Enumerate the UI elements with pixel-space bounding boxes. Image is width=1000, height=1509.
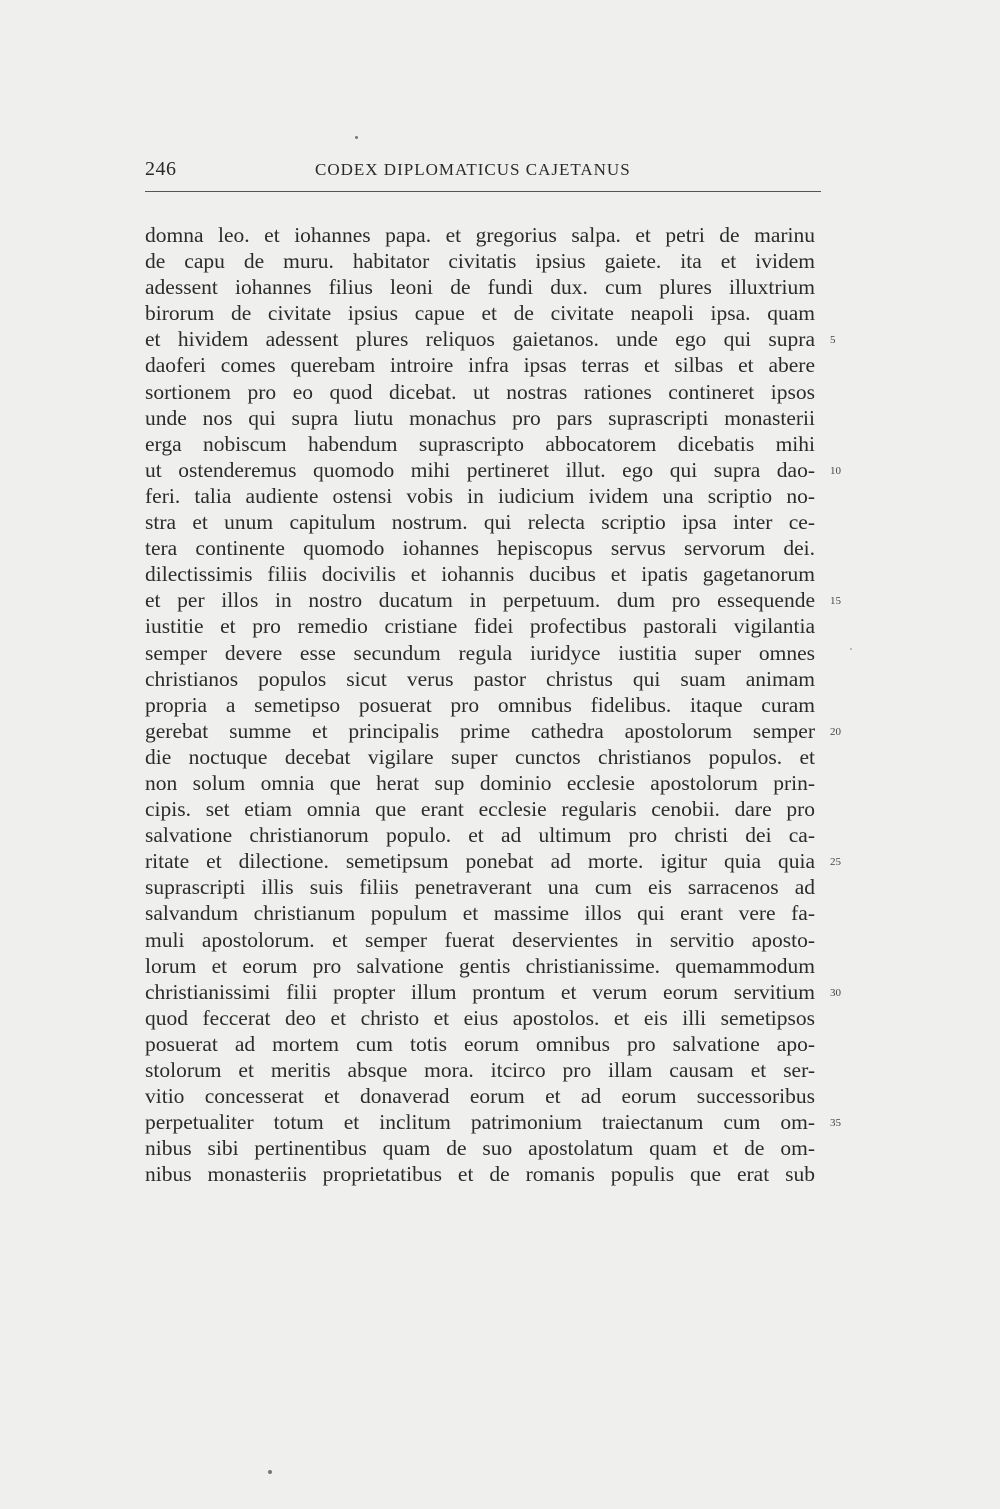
text-line: muli apostolorum. et semper fuerat deservientes in servitio aposto-: [145, 927, 815, 952]
text-line: nibus sibi pertinentibus quam de suo apostolatum quam et de om-: [145, 1136, 815, 1161]
text-line: christianos populos sicut verus pastor christus qui suam animam: [145, 666, 815, 691]
running-title: CODEX DIPLOMATICUS CAJETANUS: [315, 160, 631, 179]
line-number: 15: [830, 595, 841, 608]
text-line: ut ostenderemus quomodo mihi pertineret illut. ego qui supra dao-: [145, 457, 815, 482]
text-line: unde nos qui supra liutu monachus pro pars suprascripti monasterii: [145, 405, 815, 430]
text-line: suprascripti illis suis filiis penetraverant una cum eis sarracenos ad: [145, 875, 815, 900]
text-line: semper devere esse secundum regula iuridyce iustitia super omnes: [145, 640, 815, 665]
text-line: dilectissimis filiis docivilis et iohannis ducibus et ipatis gagetanorum: [145, 562, 815, 587]
body-text: [145, 222, 815, 1187]
text-line: birorum de civitate ipsius capue et de civitate neapoli ipsa. quam: [145, 301, 815, 326]
text-line: cipis. set etiam omnia que erant ecclesie regularis cenobii. dare pro: [145, 797, 815, 822]
text-line: nibus monasteriis proprietatibus et de romanis populis que erat sub: [145, 1162, 815, 1187]
text-line: stolorum et meritis absque mora. itcirco pro illam causam et ser-: [145, 1058, 815, 1082]
text-line: posuerat ad mortem cum totis eorum omnibus pro salvatione apo-: [145, 1031, 815, 1056]
page-number: 246: [145, 158, 177, 180]
paper-speck: [355, 136, 358, 139]
text-line: ritate et dilectione. semetipsum ponebat ad morte. igitur quia quia: [145, 849, 815, 874]
line-number: 5: [830, 334, 836, 347]
text-line: feri. talia audiente ostensi vobis in iudicium ividem una scriptio no-: [145, 483, 815, 508]
text-line: stra et unum capitulum nostrum. qui relecta scriptio ipsa inter ce-: [145, 510, 815, 535]
line-number: 35: [830, 1117, 841, 1130]
line-number: 10: [830, 464, 841, 477]
text-line: salvatione christianorum populo. et ad ultimum pro christi dei ca-: [145, 823, 815, 848]
text-line: de capu de muru. habitator civitatis ipsius gaiete. ita et ividem: [145, 249, 815, 274]
text-line: propria a semetipso posuerat pro omnibus fidelibus. itaque curam: [145, 692, 815, 717]
text-line: tera continente quomodo iohannes hepiscopus servus servorum dei.: [145, 536, 815, 561]
text-line: lorum et eorum pro salvatione gentis christianissime. quemammodum: [145, 953, 815, 978]
text-line: adessent iohannes filius leoni de fundi dux. cum plures illuxtrium: [145, 275, 815, 300]
line-number: 30: [830, 986, 841, 999]
line-number: 20: [830, 725, 841, 738]
text-line: domna leo. et iohannes papa. et gregorius salpa. et petri de marinu: [145, 223, 815, 247]
text-line: vitio concesserat et donaverad eorum et ad eorum successoribus: [145, 1084, 815, 1109]
text-line: iustitie et pro remedio cristiane fidei profectibus pastorali vigilantia: [145, 614, 815, 639]
text-line: salvandum christianum populum et massime illos qui erant vere fa-: [145, 901, 815, 926]
text-line: erga nobiscum habendum suprascripto abbocatorem dicebatis mihi: [145, 431, 815, 456]
text-line: sortionem pro eo quod dicebat. ut nostras rationes contineret ipsos: [145, 379, 815, 404]
page-header: [145, 158, 815, 188]
text-line: quod feccerat deo et christo et eius apostolos. et eis illi semetipsos: [145, 1005, 815, 1030]
text-line: et hividem adessent plures reliquos gaietanos. unde ego qui supra: [145, 327, 815, 352]
text-line: die noctuque decebat vigilare super cunctos christianos populos. et: [145, 744, 815, 769]
line-number: 25: [830, 856, 841, 869]
text-line: daoferi comes querebam introire infra ipsas terras et silbas et abere: [145, 353, 815, 378]
text-line: christianissimi filii propter illum prontum et verum eorum servitium: [145, 979, 815, 1004]
text-line: gerebat summe et principalis prime cathedra apostolorum semper: [145, 718, 815, 743]
text-line: non solum omnia que herat sup dominio ecclesie apostolorum prin-: [145, 770, 815, 795]
header-rule: [145, 191, 821, 192]
text-line: et per illos in nostro ducatum in perpetuum. dum pro essequende: [145, 588, 815, 613]
paper-speck: [850, 648, 852, 650]
text-line: perpetualiter totum et inclitum patrimonium traiectanum cum om-: [145, 1110, 815, 1135]
paper-speck: [268, 1470, 272, 1474]
